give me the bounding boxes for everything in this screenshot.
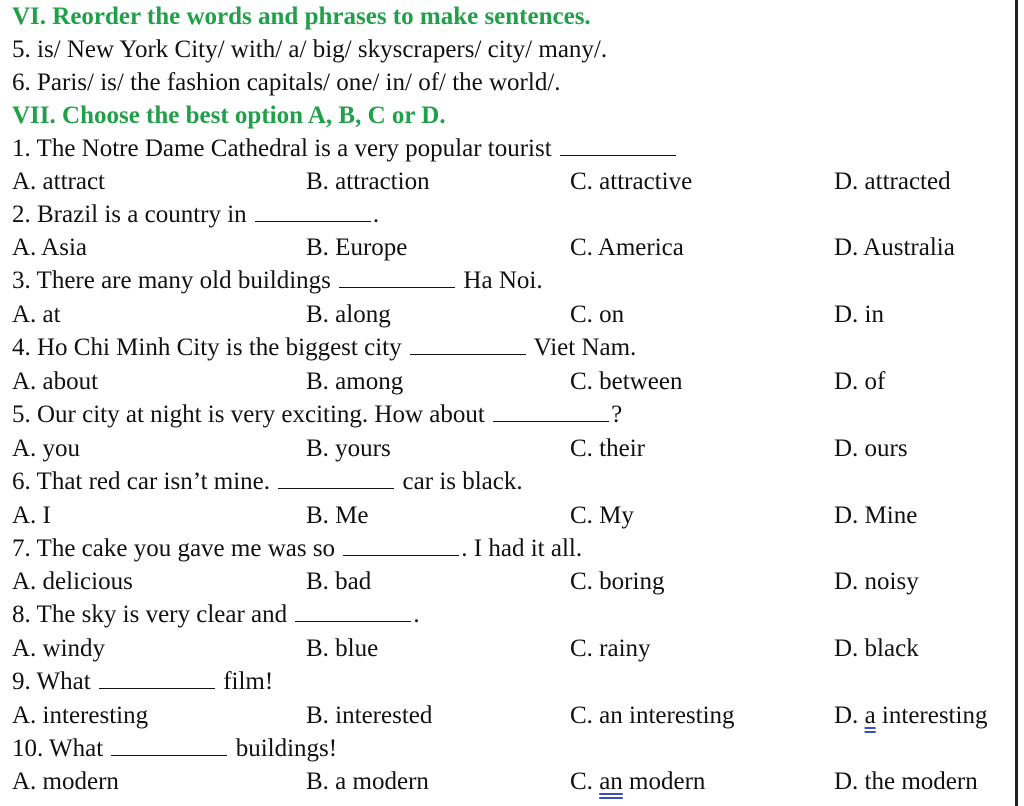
proofing-mark-a: a bbox=[864, 702, 876, 729]
proofing-mark-an: an bbox=[599, 768, 623, 795]
question-3 bbox=[12, 264, 543, 297]
q8-option-c: C. rainy bbox=[570, 635, 651, 662]
q7-option-c: C. boring bbox=[570, 568, 665, 595]
q2-option-d: D. Australia bbox=[834, 234, 955, 261]
answer-blank bbox=[99, 666, 215, 689]
q4-option-c: C. between bbox=[570, 368, 683, 395]
question-10-after: buildings! bbox=[235, 735, 338, 762]
q4-option-a: A. about bbox=[12, 368, 99, 395]
answer-blank bbox=[343, 533, 459, 556]
question-6 bbox=[12, 465, 523, 498]
q1-option-d: D. attracted bbox=[834, 168, 951, 195]
q5-option-d: D. ours bbox=[834, 435, 908, 462]
q8-option-a: A. windy bbox=[12, 635, 106, 662]
question-8-text: 8. The sky is very clear and bbox=[12, 601, 288, 628]
question-7-after: . I had it all. bbox=[461, 535, 583, 562]
question-9-after: film! bbox=[223, 668, 274, 695]
q3-option-a: A. at bbox=[12, 301, 61, 328]
q10-option-b: B. a modern bbox=[306, 768, 429, 795]
section-6-heading: VI. Reorder the words and phrases to make sentences. bbox=[12, 3, 591, 30]
q6-option-d: D. Mine bbox=[834, 502, 918, 529]
question-5-after: ? bbox=[611, 401, 623, 428]
q5-option-a: A. you bbox=[12, 435, 81, 462]
question-1 bbox=[12, 132, 678, 165]
question-7-text: 7. The cake you gave me was so bbox=[12, 535, 336, 562]
question-9-text: 9. What bbox=[12, 668, 91, 695]
q4-option-b: B. among bbox=[306, 368, 404, 395]
q6-option-b: B. Me bbox=[306, 502, 369, 529]
question-1-text: 1. The Notre Dame Cathedral is a very popular tourist bbox=[12, 135, 552, 162]
answer-blank bbox=[339, 265, 455, 288]
q10-option-a: A. modern bbox=[12, 768, 119, 795]
reorder-item-6: 6. Paris/ is/ the fashion capitals/ one/ in/ of/ the world/. bbox=[12, 69, 561, 96]
q10-option-c: C. an modern bbox=[570, 768, 706, 795]
answer-blank bbox=[255, 199, 371, 222]
q1-option-c: C. attractive bbox=[570, 168, 693, 195]
q1-option-a: A. attract bbox=[12, 168, 106, 195]
question-9 bbox=[12, 665, 273, 698]
q7-option-d: D. noisy bbox=[834, 568, 919, 595]
question-5-text: 5. Our city at night is very exciting. How about bbox=[12, 401, 485, 428]
q9-option-b: B. interested bbox=[306, 702, 433, 729]
answer-blank bbox=[410, 332, 526, 355]
q9-option-a: A. interesting bbox=[12, 702, 149, 729]
question-3-text: 3. There are many old buildings bbox=[12, 267, 331, 294]
q3-option-c: C. on bbox=[570, 301, 625, 328]
answer-blank bbox=[493, 399, 609, 422]
q6-option-c: C. My bbox=[570, 502, 634, 529]
question-8 bbox=[12, 598, 420, 631]
q7-option-b: B. bad bbox=[306, 568, 372, 595]
q2-option-a: A. Asia bbox=[12, 234, 87, 261]
question-2-after: . bbox=[372, 201, 380, 228]
answer-blank bbox=[560, 133, 676, 156]
answer-blank bbox=[295, 599, 411, 622]
question-4-after: Viet Nam. bbox=[533, 334, 637, 361]
reorder-item-5: 5. is/ New York City/ with/ a/ big/ skyscrapers/ city/ many/. bbox=[12, 36, 608, 63]
answer-blank bbox=[111, 733, 227, 756]
q6-option-a: A. I bbox=[12, 502, 51, 529]
question-6-text: 6. That red car isn’t mine. bbox=[12, 468, 271, 495]
q1-option-b: B. attraction bbox=[306, 168, 430, 195]
q10-option-d: D. the modern bbox=[834, 768, 978, 795]
q5-option-b: B. yours bbox=[306, 435, 391, 462]
q4-option-d: D. of bbox=[834, 368, 886, 395]
q8-option-b: B. blue bbox=[306, 635, 379, 662]
q5-option-c: C. their bbox=[570, 435, 645, 462]
q7-option-a: A. delicious bbox=[12, 568, 133, 595]
question-10-text: 10. What bbox=[12, 735, 104, 762]
question-10 bbox=[12, 732, 337, 765]
question-4 bbox=[12, 331, 636, 364]
question-8-after: . bbox=[413, 601, 420, 628]
answer-blank bbox=[278, 466, 394, 489]
q2-option-b: B. Europe bbox=[306, 234, 408, 261]
question-7 bbox=[12, 532, 582, 565]
q9-option-c: C. an interesting bbox=[570, 702, 735, 729]
q9-option-d: D. a interesting bbox=[834, 702, 988, 729]
question-6-after: car is black. bbox=[402, 468, 523, 495]
q3-option-d: D. in bbox=[834, 301, 884, 328]
q2-option-c: C. America bbox=[570, 234, 684, 261]
question-2-text: 2. Brazil is a country in bbox=[12, 201, 247, 228]
question-3-after: Ha Noi. bbox=[463, 267, 543, 294]
question-4-text: 4. Ho Chi Minh City is the biggest city bbox=[12, 334, 402, 361]
q8-option-d: D. black bbox=[834, 635, 919, 662]
section-7-heading: VII. Choose the best option A, B, C or D. bbox=[12, 102, 446, 129]
q3-option-b: B. along bbox=[306, 301, 391, 328]
question-5 bbox=[12, 398, 622, 431]
question-2 bbox=[12, 198, 379, 231]
